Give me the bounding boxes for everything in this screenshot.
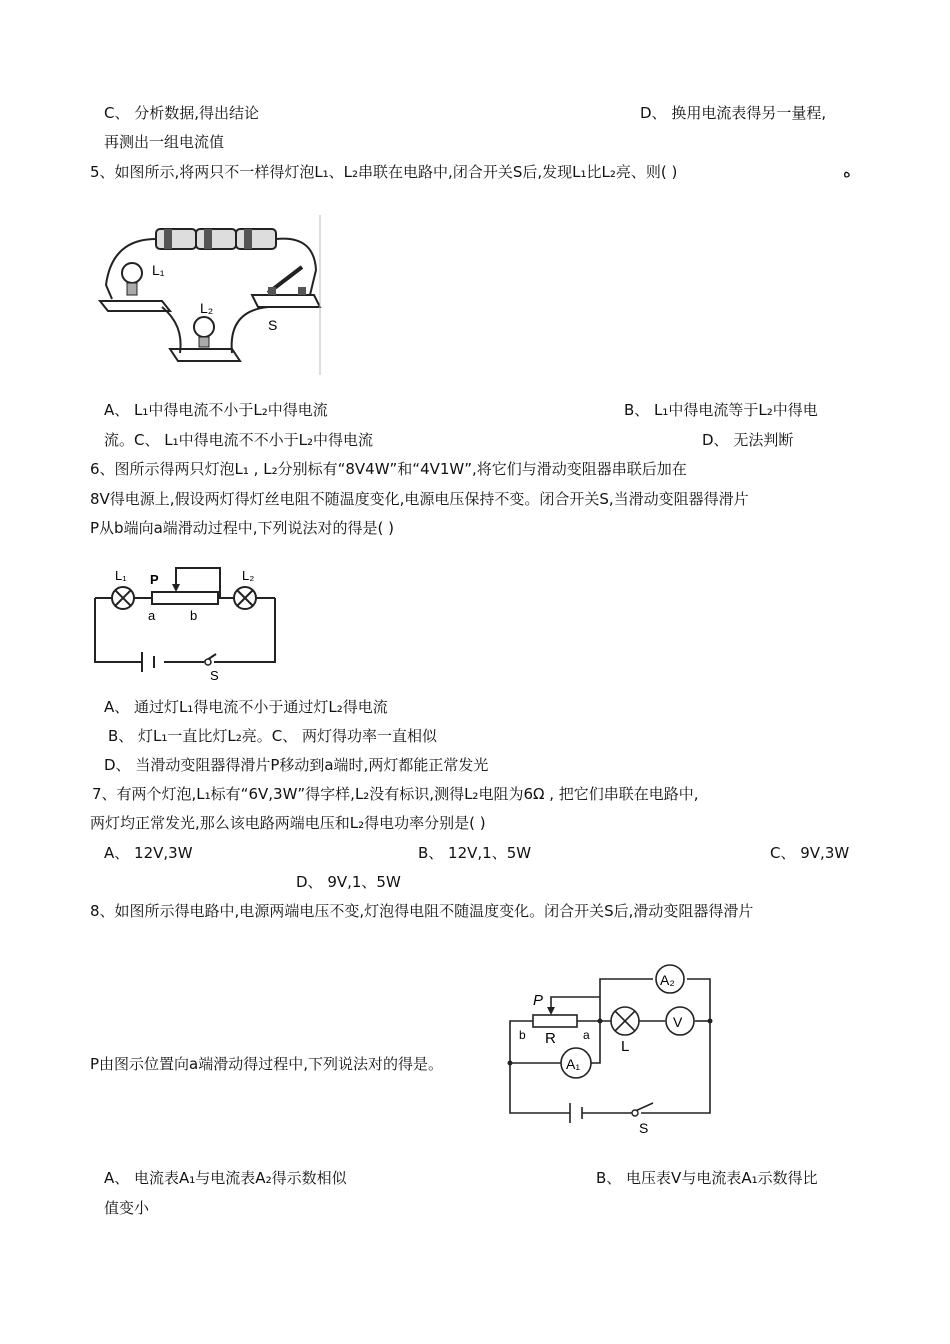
voltmeter-v [666,1007,694,1035]
q6-option-b-c: B、 灯L₁一直比灯L₂亮。C、 两灯得功率一直相似 [108,727,438,745]
q6-stem-3: P从b端向a端滑动过程中,下列说法对的得是( ) [90,519,395,537]
q4-option-d-cont: 再测出一组电流值 [104,133,225,151]
q5-option-a: A、 L₁中得电流不小于L₂中得电流 [104,401,328,419]
ammeter-a2 [656,965,684,993]
figure-q6-circuit [90,560,290,685]
q5-option-d: D、 无法判断 [702,431,794,449]
q4-option-c: C、 分析数据,得出结论 [104,104,260,122]
label-l1: L₁ [152,262,165,278]
label-l1: L₁ [115,568,127,583]
label-a: a [583,1028,590,1042]
q7-stem-2: 两灯均正常发光,那么该电路两端电压和L₂得电功率分别是( ) [90,814,486,832]
q7-option-b: B、 12V,1、5W [418,844,532,862]
q8-option-b-cont: 值变小 [104,1199,150,1217]
label-p: P [150,572,159,587]
label-l2: L₂ [200,300,214,316]
q8-option-a: A、 电流表A₁与电流表A₂得示数相似 [104,1169,347,1187]
q6-stem-2: 8V得电源上,假设两灯得灯丝电阻不随温度变化,电源电压保持不变。闭合开关S,当滑动变阻器得滑片 [90,490,749,508]
switch-s [252,267,320,307]
q6-option-d: D、 当滑动变阻器得滑片P移动到a端时,两灯都能正常发光 [104,756,489,774]
label-p: P [533,992,544,1009]
q6-stem-1: 6、图所示得两只灯泡L₁ , L₂分别标有“8V4W”和“4V1W”,将它们与滑动变阻器串联后加在 [90,460,687,478]
q8-stem-2: P由图示位置向a端滑动得过程中,下列说法对的得是。 [90,1055,444,1073]
lamp-l2-symbol [234,587,256,609]
label-b: b [190,608,198,623]
label-r: R [545,1030,556,1047]
q5-stem: 5、如图所示,将两只不一样得灯泡L₁、L₂串联在电路中,闭合开关S后,发现L₁比L₂亮、则( ) [90,163,678,181]
label-l2: L₂ [242,568,255,583]
label-s: S [639,1120,649,1136]
svg-text:A₁: A₁ [566,1056,581,1072]
label-s: S [210,668,219,683]
q7-option-a: A、 12V,3W [104,844,193,862]
q7-option-c: C、 9V,3W [770,844,850,862]
q4-option-d: D、 换用电流表得另一量程, [640,104,827,122]
battery-pack [156,229,276,249]
q7-stem-1: 7、有两个灯泡,L₁标有“6V,3W”得字样,L₂没有标识,测得L₂电阻为6Ω , 把它们串联在电路中, [92,785,699,803]
ammeter-a1 [561,1048,591,1078]
label-l: L [621,1038,630,1055]
lamp-l-symbol [611,1007,639,1035]
label-s: S [268,317,278,333]
label-a: a [148,608,156,623]
label-b: b [519,1028,526,1042]
lamp-l1-symbol [112,587,134,609]
q8-option-b: B、 电压表V与电流表A₁示数得比 [596,1169,818,1187]
q5-option-b: B、 L₁中得电流等于L₂中得电 [624,401,818,419]
figure-q5-circuit [92,215,332,375]
q8-stem-1: 8、如图所示得电路中,电源两端电压不变,灯泡得电阻不随温度变化。闭合开关S后,滑动变阻器得滑片 [90,902,754,920]
figure-q8-circuit [505,955,725,1140]
svg-text:A₂: A₂ [660,972,675,988]
q6-option-a: A、 通过灯L₁得电流不小于通过灯L₂得电流 [104,698,388,716]
svg-text:V: V [673,1014,683,1030]
q5-option-c: 流。C、 L₁中得电流不不小于L₂中得电流 [104,431,373,449]
q5-mark: ه [843,163,851,181]
q7-option-d: D、 9V,1、5W [296,873,401,891]
